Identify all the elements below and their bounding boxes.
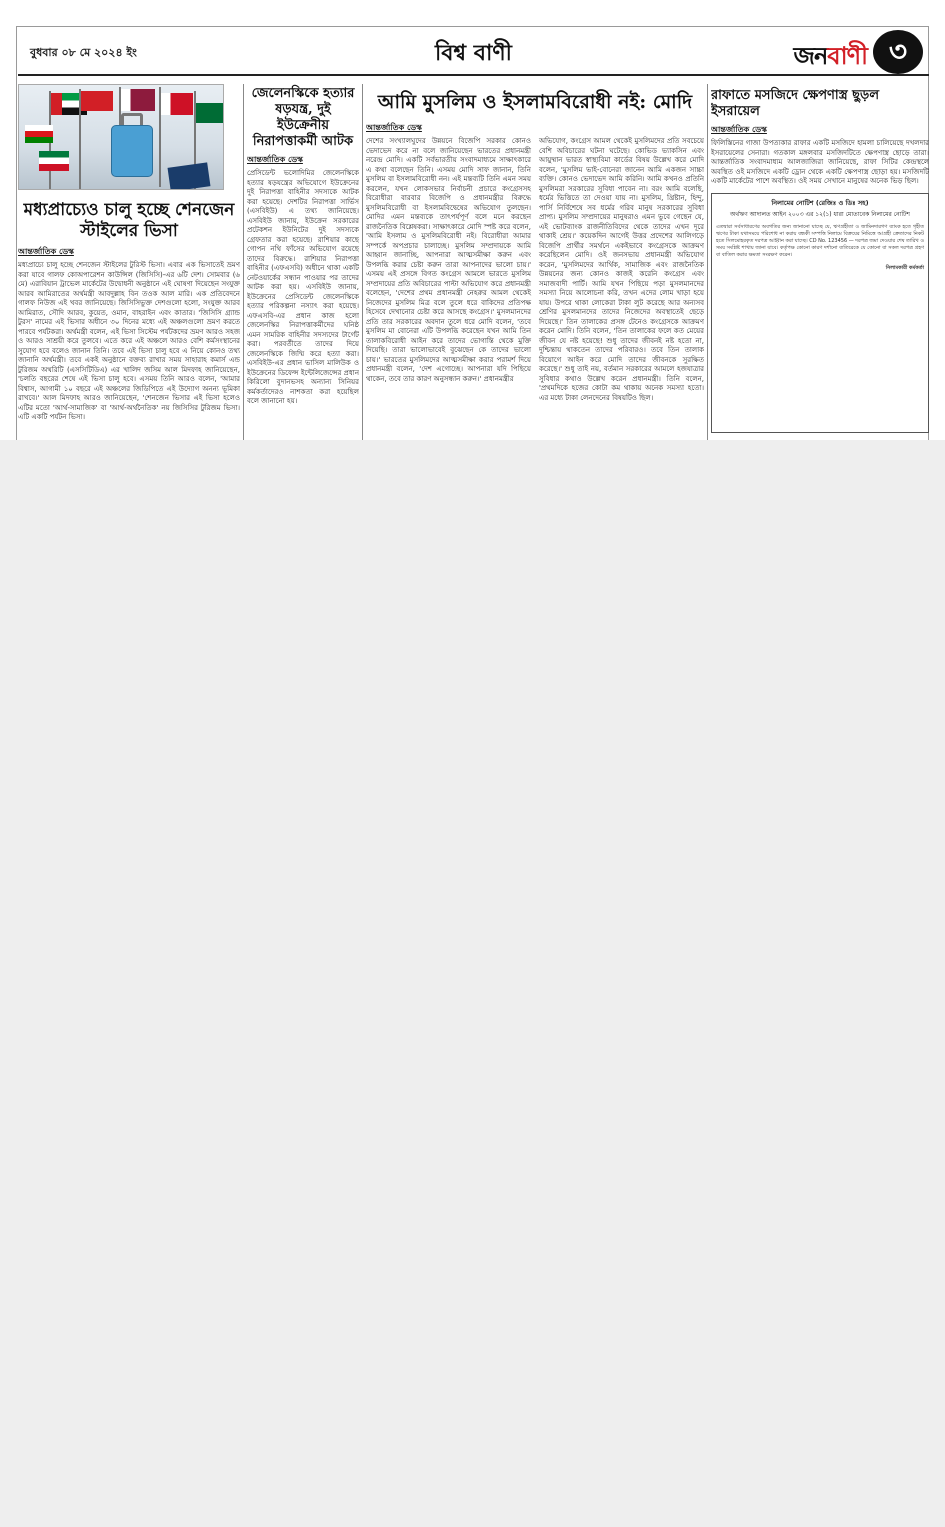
notice-subtitle: অর্থঋণ আদালত আইন ২০০৩ এর ১২(১) ধারা মোতাবেক নিলামের নোটিশ xyxy=(730,210,910,218)
article-schengen xyxy=(18,84,240,440)
notice-body: এতদ্বারা সর্বসাধারণের অবগতির জন্য জানানো যাচ্ছে যে, ঋণগ্রহীতা ও জামিনদারগণ ব্যাংক হতে গৃহীত ঋণের টাকা যথাসময়ে পরিশোধ না করায় বন্ধকী সম্পত্তি নিলামে বিক্রয়ের নিমিত্তে আগ্রহী ক্রেতাদের নিকট হতে সিলমোহরকৃত দরপত্র আহ্বান করা যাচ্ছে। CD No. 123456 — দরপত্র জমা দেওয়ার শেষ তারিখ ও সময় সংশ্লিষ্ট শাখায় জানা যাবে। কর্তৃপক্ষ কোনো কারণ দর্শানো ব্যতিরেকে যে কোনো বা সকল দরপত্র গ্রহণ বা বাতিল করার ক্ষমতা সংরক্ষণ করেন। xyxy=(716,223,924,258)
faded-lower-page xyxy=(0,440,945,1527)
headline: রাফাতে মসজিদে ক্ষেপণাস্ত্র ছুড়ল ইসরায়েল xyxy=(711,88,880,119)
flag-red-icon xyxy=(81,91,113,111)
qatar-flag-icon xyxy=(121,89,155,111)
section-title: বিশ্ব বাণী xyxy=(435,40,512,66)
page-number: ৩ xyxy=(873,30,923,74)
notice-signature: নিলামকারী কর্মকর্তা xyxy=(885,264,924,271)
article-body: ফিলিস্তিনের গাজা উপত্যকার রাফার একটি মসজিদে হামলা চালিয়েছে দখলদার ইসরায়েলের সেনারা। গতকাল মঙ্গলবার মসজিদটিতে ক্ষেপণাস্ত্র ছোড়ে তারা। আন্তর্জাতিক সংবাদমাধ্যম আলজাজিরা জানিয়েছে, রাফা সিটির কেন্দ্রস্থলে অবস্থিত ওই মসজিদে একটি ড্রোন থেকে একটি ক্ষেপণাস্ত্র ছোড়া হয়। মসজিদটি একটি মার্কেটের পাশে অবস্থিত। ওই সময় সেখানে মানুষের অনেক ভিড় ছিল। xyxy=(711,139,929,185)
bahrain-flag-icon xyxy=(161,93,193,115)
column-divider xyxy=(362,84,363,440)
passport-icon xyxy=(168,162,211,190)
saudi-flag-icon xyxy=(196,103,224,123)
logo-part-black: জন xyxy=(793,41,828,70)
oman-flag-icon xyxy=(25,125,53,143)
headline: আমি মুসলিম ও ইসলামবিরোধী নই: মোদি xyxy=(377,91,693,113)
column-divider xyxy=(707,84,708,440)
headline: জেলেনস্কিকে হত্যার ষড়যন্ত্র, দুই ইউক্রেনীয় নিরাপত্তাকর্মী আটক xyxy=(251,86,355,149)
logo-wordmark xyxy=(793,38,867,78)
gcc-flags-photo xyxy=(18,84,224,190)
headline: মধ্যপ্রাচ্যেও চালু হচ্ছে শেনজেন স্টাইলের ভিসা xyxy=(23,200,235,241)
article-modi xyxy=(366,84,704,440)
kuwait-flag-icon xyxy=(39,151,69,171)
article-columns xyxy=(366,137,704,403)
notice-title: নিলামের নোটিশ (রেজিঃ ও ডিঃ সহ) xyxy=(771,198,869,207)
desk-byline: আন্তর্জাতিক ডেস্ক xyxy=(366,123,422,132)
column-divider xyxy=(243,84,244,440)
page-header xyxy=(18,28,929,76)
suitcase-icon xyxy=(111,125,153,177)
logo-part-red: বাণী xyxy=(827,41,867,70)
newspaper-logo xyxy=(729,30,925,74)
desk-byline: আন্তর্জাতিক ডেস্ক xyxy=(711,125,767,134)
article-ukraine xyxy=(247,84,359,440)
auction-notice xyxy=(711,193,929,433)
article-body-right: অভিযোগ, কংগ্রেস আমল থেকেই মুসলিমদের প্রতি সবচেয়ে বেশি অবিচারের ঘটনা ঘটেছে। কোভিড ভ্যাকসিন এবং আয়ুষ্মান ভারত স্বাস্থ্যবিমা কার্ডের বিষয় উল্লেখ করে মোদি বলেন, 'মুসলিম ভাই-বোনেরা জানেন আমি একজন সাচ্চা ব্যক্তি। কোনও ভেদাভেদ আমি করিনি। আমি কখনও প্রতিনি মুসলিমরা সরকারের সুবিধা পাবেন না। বরং আমি বলেছি, ধর্মের ভিত্তিতে তা দেওয়া যায় না। মুসলিম, খ্রিষ্টান, হিন্দু, পার্সি নির্বিশেষে সব ধর্মের গরিব মানুষ সরকারের সুবিধা প্রাপ্য। মুসলিম সম্প্রদায়ের মানুষরাও এমন ভুবে গেছেন যে, এই ভোটব্যাংক রাজনীতিবিদের থেকে তাদের এখন দূরে থাকাই শ্রেয়।' কয়েকদিন আগেই উত্তর প্রদেশের আলিগড়ে বিজেপি প্রার্থীর সমর্থনে একইভাবে কংগ্রেসকে আক্রমণ করেছিলেন মোদি। ওই জনসভায় প্রধানমন্ত্রী অভিযোগ করেন, 'মুসলিমদের আর্থিক, সামাজিক এবং রাজনৈতিক উন্নয়নের জন্য কোনও কাজই করেনি কংগ্রেস এবং সমাজবাদী পার্টি। আমি যখন পিছিয়ে পড়া মুসলমানদের সমস্যা নিয়ে আলোচনা করি, তখন এদের লোম খাড়া হয়ে যায়। উপরে থাকা লোকেরা টাকা লুট করেছে আর অন্যসব শ্রেণির মুসলমানদের তাদের নিজেদের অবস্থাতেই ছেড়ে দিয়েছে।' তিন তালাকের প্রসঙ্গ টেনেও কংগ্রেসকে আক্রমণ করেন মোদি। তিনি বলেন, 'তিন তালাকের ফলে কত মেয়ের জীবন যে নষ্ট হয়েছে! শুধু তাদের জীবনই নষ্ট হতো না, দুশ্চিন্তায় থাকতেন তাদের পরিবারও। তবে তিন তালাক বিয়োগে আইন করে মোদি তাদের জীবনকে সুরক্ষিত করেছে।' শুধু তাই নয়, বর্তমান সরকারের আমলে হজযাত্রার সুবিধার কথাও উল্লেখ করেন প্রধানমন্ত্রী। তিনি বলেন, 'প্রথমদিকে হজের কোটা কম থাকায় অনেক সমস্যা হতো। এর মধ্যে টাকা লেনদেনের বিষয়টিও ছিল। xyxy=(539,137,704,402)
article-body: প্রেসিডেন্ট ভলোদিমির জেলেনস্কিকে হত্যার ষড়যন্ত্রের অভিযোগে ইউক্রেনের দুই নিরাপত্তা বাহিনীর সদস্যকে আটক করা হয়েছে। দেশটির নিরাপত্তা সার্ভিস (এসবিইউ) এ তথ্য জানিয়েছে। এসবিইউ জানায়, ইউক্রেন সরকারের প্রটেকশন ইউনিটের দুই সদস্যকে গ্রেফতার করা হয়েছে। রাশিয়ার কাছে গোপন নথি ফাঁসের অভিযোগ রয়েছে তাদের বিরুদ্ধে। রাশিয়ার নিরাপত্তা বাহিনীর (এফএসবি) অধীনে থাকা একটি নেটওয়ার্কের সন্ধান পাওয়ার পর তাদের আটক করা হয়। এসবিইউ জানায়, ইউক্রেনের প্রেসিডেন্ট জেলেনস্কিকে হত্যার পরিকল্পনা নস্যাৎ করা হয়েছে। এফএসবি-এর প্রধান কাজ হলো জেলেনস্কির নিরাপত্তাকর্মীদের ঘনিষ্ঠ এমন সামরিক বাহিনীর সদস্যদের টার্গেট করা। পরবর্তীতে তাদের দিয়ে জেলেনস্কিকে জিম্মি করে হত্যা করা। এসবিইউ-এর প্রধান ভাসিল মালিউক ও ইউক্রেনের ডিফেন্স ইন্টেলিজেন্সের প্রধান কিরিলো বুদানভসহ অন্যান্য সিনিয়র কর্মকর্তাদেরও নাশকতা করা হয়েছিল বলে জানানো হয়। xyxy=(247,169,359,405)
article-body-left: দেশের সংখ্যালঘুদের উন্নয়নে বিজেপি সরকার কোনও ভেদাভেদ করে না বলে জানিয়েছেন ভারতের প্রধানমন্ত্রী নরেন্দ্র মোদি। একটি সর্বভারতীয় সংবাদমাধ্যমে সাক্ষাৎকারে এ কথা বলেছেন তিনি। এসময় মোদি সাফ জানান, তিনি মুসলিম বা ইসলামবিরোধী নন। এই মন্তব্যটি তিনি এমন সময় করলেন, যখন লোকসভার নির্বাচনী প্রচারে কংগ্রেসসহ বিরোধীরা বারবার বিজেপি ও প্রধানমন্ত্রীর বিরুদ্ধে মুসলিমবিরোধী বা ইসলামবিদ্বেষের অভিযোগ তুলছেন। মোদির এমন মন্তব্যকে তাৎপর্যপূর্ণ বলে মনে করছেন রাজনৈতিক বিশ্লেষকরা। সাক্ষাৎকারে মোদি স্পষ্ট করে বলেন, 'আমি ইসলাম ও মুসলিমবিরোধী নই। বিরোধীরা আমার সম্পর্কে অপপ্রচার চালাচ্ছে। মুসলিম সম্প্রদায়কে আমি আহ্বান জানাচ্ছি, আপনারা আত্মসমীক্ষা করুন এবং উপলব্ধি করার চেষ্টা করুন তারা আপনাদের ভালো চায়।' এসময় এই প্রসঙ্গে বিগত কংগ্রেস আমলে ভারতে মুসলিম সম্প্রদায়ের প্রতি অবিচারের পাল্টা অভিযোগ করে প্রধানমন্ত্রী বলেছেন, 'দেশের প্রথম প্রধানমন্ত্রী নেহরুর আমল থেকেই নিজেদের মুসলিম মিত্র বলে তুলে ধরে বাকিদের প্রতিপক্ষ হিসেবে দেখানোর চেষ্টা করে আসছে কংগ্রেস।' মুসলমানদের প্রতি তার সরকারের অবদান তুলে ধরে মোদি বলেন, 'তবে মুসলিম মা বোনেরা এটি উপলব্ধি করেছেন যখন আমি তিন তালাকবিরোধী আইন করে তাদের ভোগান্তি থেকে মুক্তি দিয়েছি। তারা ভালোভাবেই বুঝেছেন কে তাদের ভালো চায়।' ভারতের মুসলিমদের আত্মসমীক্ষা করার পরামর্শ দিয়ে প্রধানমন্ত্রী বলেন, 'দেশ এগোচ্ছে। আপনারা যদি পিছিয়ে থাকেন, তবে তার কারণ অনুসন্ধান করুন।' প্রধানমন্ত্রীর xyxy=(366,137,531,383)
desk-byline: আন্তর্জাতিক ডেস্ক xyxy=(18,247,74,256)
article-body: মধ্যপ্রাচ্যে চালু হচ্ছে শেনজেন স্টাইলের টুরিস্ট ভিসা। এবার এক ভিসাতেই ভ্রমণ করা যাবে গালফ কোঅপারেশন কাউন্সিল (জিসিসি)-এর ৬টি দেশ। সোমবার (৬ মে) এরাবিয়ান ট্রাভেল মার্কেটের উদ্বোধনী অনুষ্ঠানে এই ঘোষণা দিয়েছেন সংযুক্ত আরব আমিরাতের অর্থমন্ত্রী আবদুল্লাহ বিন তওক আল মারি। এক প্রতিবেদনে গালফ নিউজ এই খবর জানিয়েছে। জিসিসিভুক্ত দেশগুলো হলো, সংযুক্ত আরব আমিরাত, সৌদি আরব, কুয়েত, ওমান, বাহরাইন এবং কাতার। 'জিসিসি গ্র্যান্ড টুরস' নামের এই ভিসার অধীনে ৩০ দিনের মধ্যে এই অঞ্চলগুলো ভ্রমণ করতে পারবে পর্যটকরা। অর্থমন্ত্রী বলেন, এই ভিসা সিস্টেম পর্যটকদের ভ্রমণ আরও সহজ ও আরও সাশ্রয়ী করে তুলবে। এতে করে এই অঞ্চলে আরও বেশি কর্মসংস্থানের সুযোগ হবে বলেও জানান তিনি। তবে এই ভিসা চালু হবে এ নিয়ে কোনও তথ্য জানানি অর্থমন্ত্রী। তবে একই অনুষ্ঠানে বক্তব্য রাখার সময় সাহারাহ কমার্স এন্ড টুরিজম অথরিটি (এসসিটিডিএ) এর খালিদ জসিম আল মিদফাহ জানিয়েছেন, 'চলতি বছরের শেষে এই ভিসা চালু হবে। এসময় তিনি আরও বলেন, 'আমার বিশ্বাস, আগামী ১০ বছরে এই অঞ্চলের জিডিপিতে এই উদ্যোগ অনন্য ভূমিকা রাখবে।' আল মিদফাহ আরও জানিয়েছেন, 'শেনজেন ভিসার এই ভিসা হলেও এটির মতো 'আর্থ-সামাজিক' বা 'আর্থ-অর্থনৈতিক' নয় জিসিসির টুরিজম ভিসা। এটি একটি পর্যটন ভিসা। xyxy=(18,261,240,421)
desk-byline: আন্তর্জাতিক ডেস্ক xyxy=(247,155,303,164)
article-rafah xyxy=(711,84,929,440)
publication-date: বুধবার ০৮ মে ২০২৪ ইং xyxy=(30,46,137,59)
